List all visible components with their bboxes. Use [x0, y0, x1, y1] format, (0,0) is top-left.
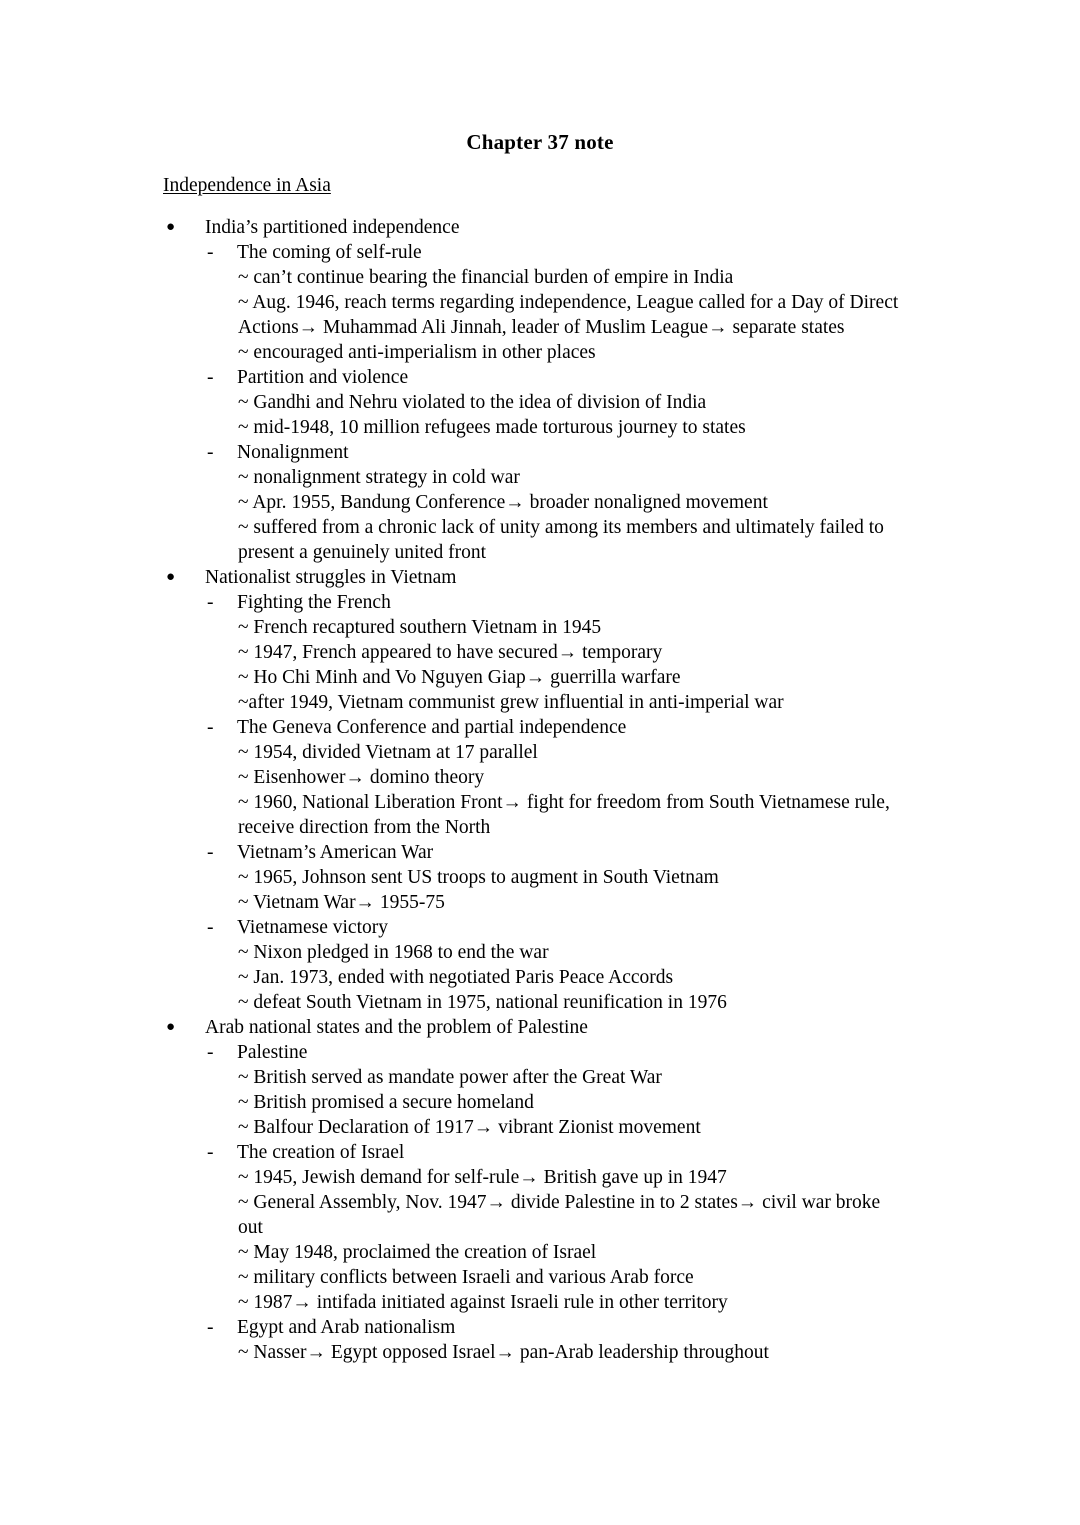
dash-marker-icon: -: [207, 1042, 214, 1063]
outline-item-text: ~ French recaptured southern Vietnam in 1945: [238, 617, 602, 638]
outline-item-level-3: [0, 1340, 1080, 1365]
outline-item-text: ~ 1954, divided Vietnam at 17 parallel: [238, 742, 538, 763]
outline-item-text: Fighting the French: [237, 592, 391, 613]
page-title: Chapter 37 note: [466, 130, 614, 154]
outline-item-level-3: [0, 1265, 1080, 1290]
outline-body: [0, 215, 1080, 1365]
outline-item-level-3: [0, 415, 1080, 440]
outline-item-level-3: [0, 515, 1080, 565]
outline-item-level-2: [0, 365, 1080, 390]
outline-item-text: ~ encouraged anti-imperialism in other places: [238, 342, 596, 363]
outline-item-text: ~ 1947, French appeared to have secured→ temporary: [238, 642, 663, 663]
outline-item-text: ~ Gandhi and Nehru violated to the idea of division of India: [238, 392, 707, 413]
outline-item-text: ~ General Assembly, Nov. 1947→ divide Palestine in to 2 states→ civil war broke out: [238, 1192, 881, 1238]
outline-item-text: ~ British served as mandate power after the Great War: [238, 1067, 662, 1088]
outline-item-text: The creation of Israel: [237, 1142, 405, 1163]
bullet-marker-icon: ●: [166, 569, 176, 585]
outline-item-level-1: [0, 565, 1080, 590]
dash-marker-icon: -: [207, 242, 214, 263]
outline-item-level-3: [0, 265, 1080, 290]
outline-item-level-3: [0, 790, 1080, 840]
outline-item-text: ~ Balfour Declaration of 1917→ vibrant Zionist movement: [238, 1117, 701, 1138]
outline-item-level-3: [0, 1240, 1080, 1265]
outline-item-level-2: [0, 915, 1080, 940]
outline-item-level-3: [0, 1115, 1080, 1140]
outline-item-text: ~ Apr. 1955, Bandung Conference→ broader nonaligned movement: [238, 492, 768, 513]
outline-item-text: ~ 1960, National Liberation Front→ fight for freedom from South Vietnamese rule, receive direction from the North: [238, 792, 890, 838]
outline-item-level-3: [0, 765, 1080, 790]
dash-marker-icon: -: [207, 1317, 214, 1338]
section-heading-independence-in-asia: Independence in Asia: [163, 175, 331, 196]
outline-item-text: Egypt and Arab nationalism: [237, 1317, 456, 1338]
outline-item-text: India’s partitioned independence: [205, 217, 460, 238]
outline-item-level-3: [0, 865, 1080, 890]
outline-item-level-3: [0, 890, 1080, 915]
outline-item-level-3: [0, 1290, 1080, 1315]
outline-item-level-3: [0, 1065, 1080, 1090]
outline-item-level-3: [0, 640, 1080, 665]
outline-item-level-2: [0, 1140, 1080, 1165]
outline-item-level-2: [0, 1315, 1080, 1340]
outline-item-text: Nationalist struggles in Vietnam: [205, 567, 457, 588]
outline-item-level-3: [0, 390, 1080, 415]
dash-marker-icon: -: [207, 367, 214, 388]
outline-item-text: ~ Nixon pledged in 1968 to end the war: [238, 942, 549, 963]
outline-item-text: ~after 1949, Vietnam communist grew influential in anti-imperial war: [238, 692, 784, 713]
outline-item-text: ~ defeat South Vietnam in 1975, national reunification in 1976: [238, 992, 727, 1013]
outline-item-text: The Geneva Conference and partial independence: [237, 717, 627, 738]
outline-item-level-3: [0, 940, 1080, 965]
outline-item-text: ~ 1945, Jewish demand for self-rule→ British gave up in 1947: [238, 1167, 727, 1188]
outline-item-level-3: [0, 1090, 1080, 1115]
dash-marker-icon: -: [207, 442, 214, 463]
outline-item-text: ~ suffered from a chronic lack of unity among its members and ultimately failed to present a genuinely united front: [238, 517, 884, 563]
outline-item-text: ~ Nasser→ Egypt opposed Israel→ pan-Arab leadership throughout: [238, 1342, 769, 1363]
outline-item-level-3: [0, 740, 1080, 765]
outline-item-level-3: [0, 340, 1080, 365]
outline-item-level-1: [0, 1015, 1080, 1040]
outline-item-level-3: [0, 290, 1080, 340]
outline-item-level-3: [0, 990, 1080, 1015]
bullet-marker-icon: ●: [166, 1019, 176, 1035]
outline-item-text: ~ May 1948, proclaimed the creation of Israel: [238, 1242, 597, 1263]
outline-item-level-3: [0, 665, 1080, 690]
outline-item-level-2: [0, 715, 1080, 740]
outline-item-level-3: [0, 690, 1080, 715]
outline-item-level-2: [0, 440, 1080, 465]
outline-item-level-2: [0, 1040, 1080, 1065]
outline-item-level-3: [0, 1190, 1080, 1240]
outline-item-level-2: [0, 840, 1080, 865]
outline-item-text: ~ Vietnam War→ 1955-75: [238, 892, 445, 913]
outline-item-text: ~ Jan. 1973, ended with negotiated Paris Peace Accords: [238, 967, 674, 988]
outline-item-text: ~ can’t continue bearing the financial burden of empire in India: [238, 267, 734, 288]
outline-item-level-1: [0, 215, 1080, 240]
outline-item-text: Vietnam’s American War: [237, 842, 434, 863]
outline-item-text: ~ Aug. 1946, reach terms regarding independence, League called for a Day of Direct Actions→ Muhammad Ali Jinnah, leader of Muslim League→ separate states: [238, 292, 899, 338]
outline-item-text: ~ nonalignment strategy in cold war: [238, 467, 520, 488]
dash-marker-icon: -: [207, 917, 214, 938]
outline-item-text: ~ Eisenhower→ domino theory: [238, 767, 485, 788]
outline-item-text: Nonalignment: [237, 442, 349, 463]
outline-item-text: ~ 1965, Johnson sent US troops to augment in South Vietnam: [238, 867, 719, 888]
dash-marker-icon: -: [207, 717, 214, 738]
outline-item-text: ~ military conflicts between Israeli and various Arab force: [238, 1267, 694, 1288]
outline-item-level-3: [0, 490, 1080, 515]
outline-item-text: Palestine: [237, 1042, 308, 1063]
outline-item-text: ~ British promised a secure homeland: [238, 1092, 534, 1113]
outline-item-text: The coming of self-rule: [237, 242, 422, 263]
dash-marker-icon: -: [207, 1142, 214, 1163]
dash-marker-icon: -: [207, 592, 214, 613]
outline-item-level-3: [0, 1165, 1080, 1190]
outline-item-text: Partition and violence: [237, 367, 409, 388]
outline-item-text: ~ mid-1948, 10 million refugees made torturous journey to states: [238, 417, 746, 438]
outline-item-level-3: [0, 615, 1080, 640]
outline-item-text: ~ 1987→ intifada initiated against Israeli rule in other territory: [238, 1292, 728, 1313]
outline-item-level-2: [0, 590, 1080, 615]
dash-marker-icon: -: [207, 842, 214, 863]
outline-item-text: Vietnamese victory: [237, 917, 388, 938]
bullet-marker-icon: ●: [166, 219, 176, 235]
outline-item-level-3: [0, 465, 1080, 490]
outline-item-level-2: [0, 240, 1080, 265]
outline-item-level-3: [0, 965, 1080, 990]
outline-item-text: ~ Ho Chi Minh and Vo Nguyen Giap→ guerrilla warfare: [238, 667, 681, 688]
outline-item-text: Arab national states and the problem of Palestine: [205, 1017, 588, 1038]
